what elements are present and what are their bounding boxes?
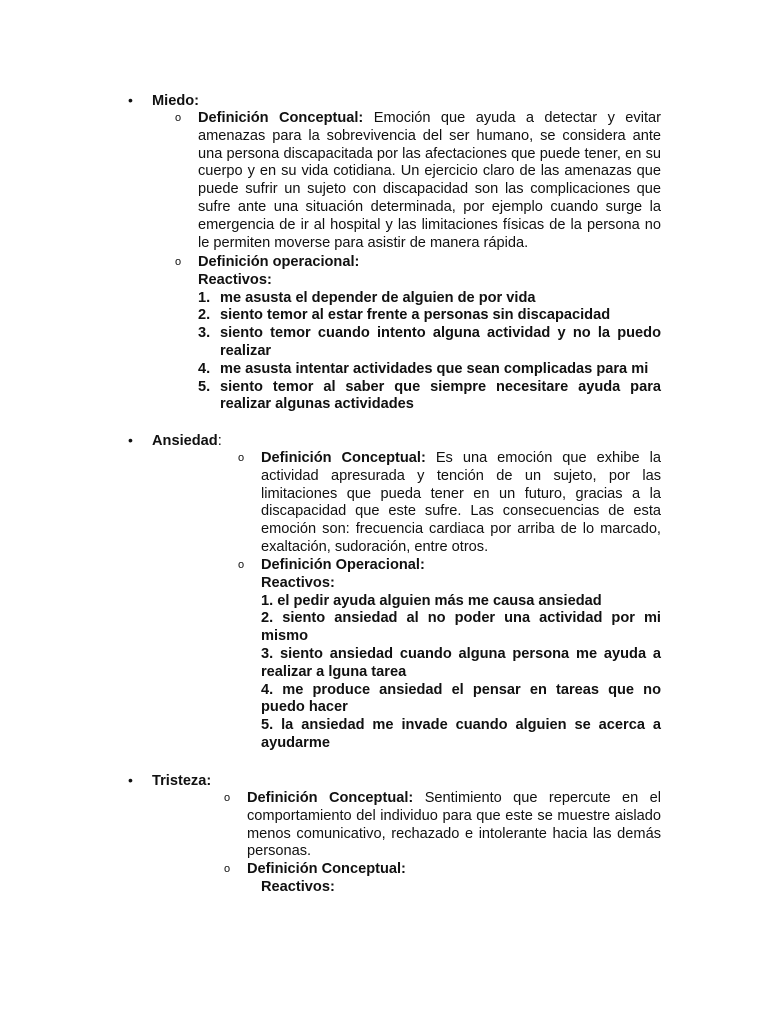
conceptual-definition [224,790,661,861]
bullet-icon: • [128,772,133,788]
section-title: Ansiedad: [152,433,222,449]
definition-label: Definición Operacional: [261,557,425,573]
second-definition [224,861,661,897]
sub-bullet-icon: o [224,792,231,804]
sub-bullet-icon: o [175,112,182,124]
definition-text: Emoción que ayuda a detectar y evitar amenazas para la sobrevivencia del ser humano, se considera ante una persona discapacitada por las afectaciones que puede tener, en su cuerpo y en su vida cotidiana. Un ejercicio claro de las amenazas que puede sufrir un sujeto con discapacidad son las complicaciones que sufre ante una situación determinada, por ejemplo cuando surge la emergencia de ir al hospital y las limitaciones físicas de la persona no le permiten moverse para asistir de manera rápida. [198,110,661,251]
list-item: 5. siento temor al saber que siempre necesitare ayuda para realizar algunas actividades [198,378,661,413]
section-title: Tristeza: [152,773,212,789]
section-title: Miedo: [152,93,200,109]
bullet-icon: • [128,92,133,108]
list-item: 5. la ansiedad me invade cuando alguien se acerca a ayudarme [261,717,661,751]
definition-text: Es una emoción que exhibe la actividad apresurada y tención de un sujeto, por las limitaciones que pueda tener en un futuro, gracias a la discapacidad que este sufre. Las consecuencias de esta emoción son: frecuencia cardiaca por arriba de lo marcado, exaltación, sudoración, entre otros. [261,450,661,555]
reactivos-list [198,290,661,415]
definition-text: Sentimiento que repercute en el comportamiento del individuo para que este se muestre aislado menos comunicativo, rechazado e intolerante hacia las demás personas. [247,790,661,860]
definition-label: Definición Conceptual: [247,861,406,877]
sub-bullet-icon: o [238,452,245,464]
bullet-icon: • [128,432,133,448]
reactivos-label: Reactivos: [198,271,272,288]
list-item: 4. me produce ansiedad el pensar en tareas que no puedo hacer [261,681,661,716]
list-item: 1. me asusta el depender de alguien de por vida [198,289,536,306]
reactivos-list [261,593,661,753]
list-item: 4. me asusta intentar actividades que sean complicadas para mi [198,360,649,377]
list-item: 2. siento ansiedad al no poder una actividad por mi mismo [261,610,661,645]
sub-bullet-icon: o [224,863,231,875]
definition-label: Definición Conceptual: [198,110,364,126]
sub-bullet-icon: o [238,559,245,571]
reactivos-label: Reactivos: [261,878,335,895]
sub-bullet-icon: o [175,256,182,268]
list-item: 3. siento ansiedad cuando alguna persona me ayuda a realizar a lguna tarea [261,645,661,680]
operational-definition [175,254,661,414]
definition-label: Definición Conceptual: [261,450,426,466]
definition-label: Definición operacional: [198,254,360,270]
list-item: 1. el pedir ayuda alguien más me causa ansiedad [261,592,602,609]
list-item: 3. siento temor cuando intento alguna actividad y no la puedo realizar [198,325,661,359]
conceptual-definition [175,110,661,252]
operational-definition [238,557,661,753]
list-item: 2. siento temor al estar frente a personas sin discapacidad [198,307,611,324]
definition-label: Definición Conceptual: [247,790,414,806]
reactivos-label: Reactivos: [261,574,335,591]
conceptual-definition [238,450,661,557]
